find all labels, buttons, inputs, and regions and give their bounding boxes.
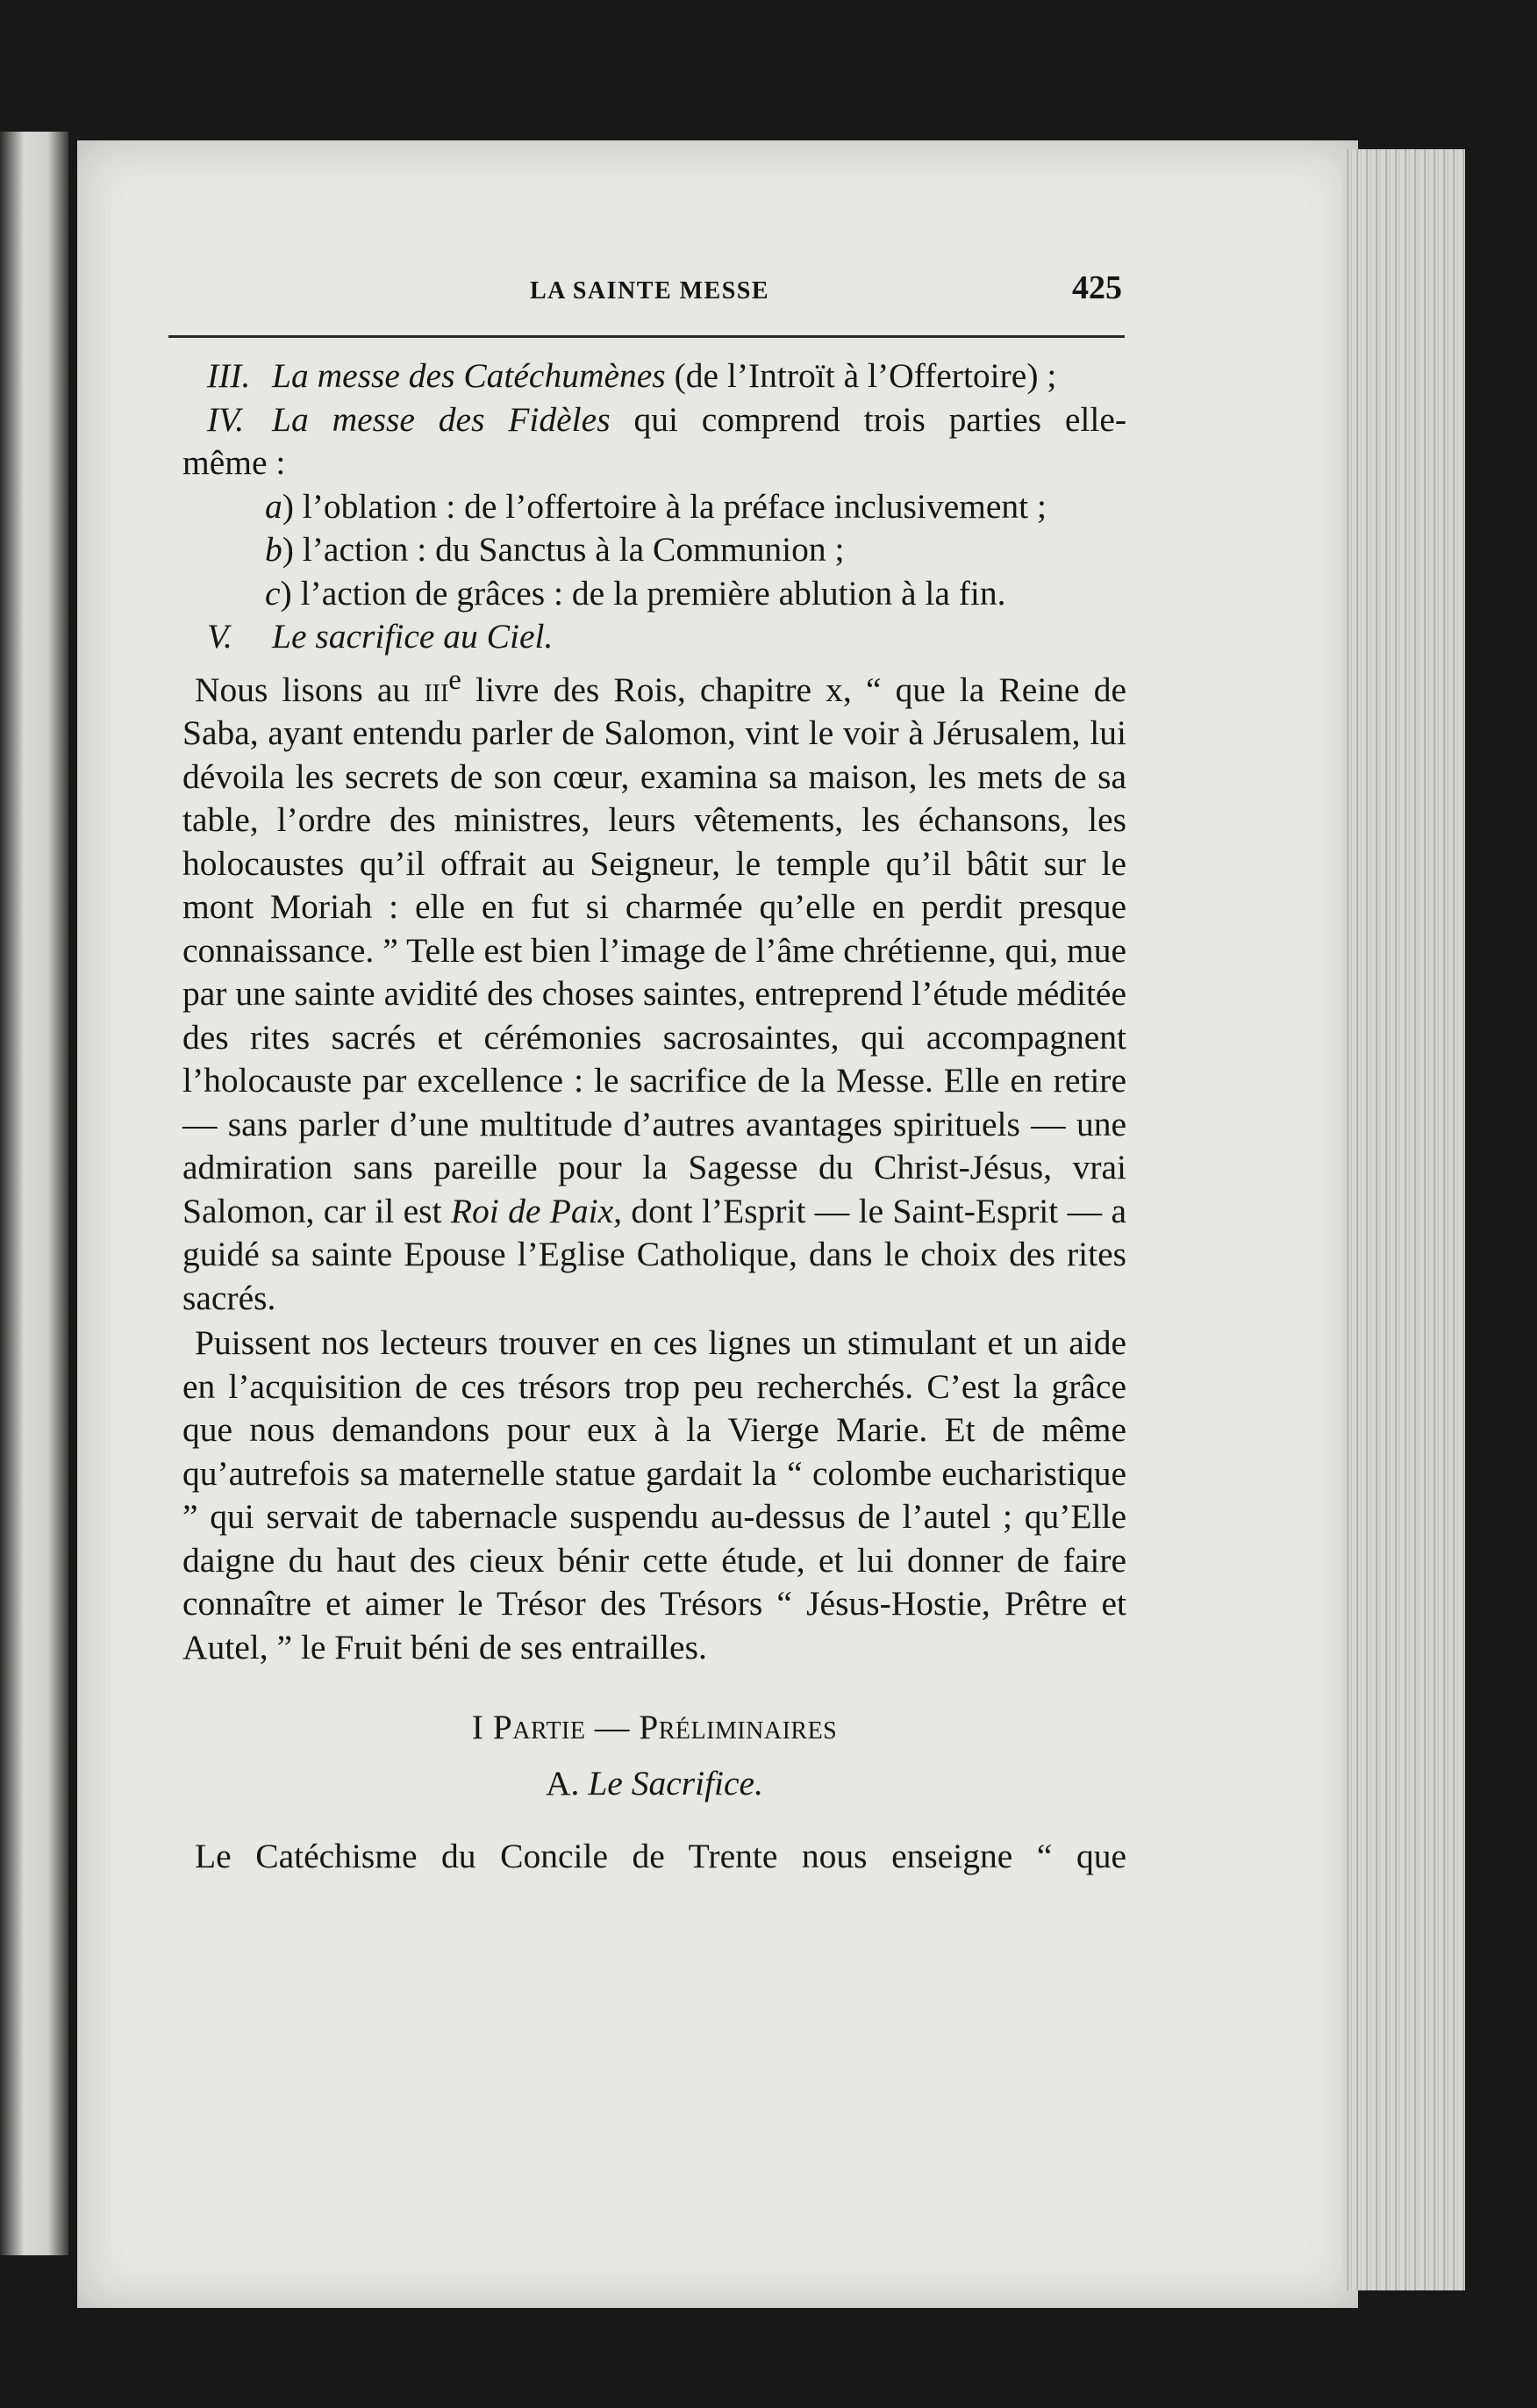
section-part-label: Partie <box>492 1708 586 1747</box>
item-title: Le sacrifice au Ciel. <box>272 617 554 656</box>
section-number: I <box>471 1708 493 1747</box>
item-title: La messe des Fidèles <box>272 399 611 439</box>
roman-numeral: iii <box>424 670 449 709</box>
italic-phrase: Roi de Paix, <box>450 1191 622 1230</box>
outline-item-3 <box>182 355 1126 398</box>
facing-page-edge <box>0 132 68 2255</box>
sub-item-text: ) l’action : du Sanctus à la Communion ; <box>282 530 845 569</box>
sub-item-b <box>182 528 1126 572</box>
paragraph-catechism: Le Catéchisme du Concile de Trente nous enseigne “ que <box>195 1837 1126 1876</box>
sub-item-letter: b <box>265 530 282 569</box>
sub-item-letter: a <box>265 486 282 526</box>
item-title: La messe des Catéchumènes <box>272 356 666 395</box>
section-dash: — <box>585 1708 640 1747</box>
running-head-title: LA SAINTE MESSE <box>530 277 770 305</box>
sub-item-text: ) l’action de grâces : de la première ablution à la fin. <box>280 573 1006 613</box>
outline-item-4-continued: même : <box>182 443 286 482</box>
header-rule <box>168 335 1125 338</box>
section-heading <box>182 1706 1126 1750</box>
paragraph-text: dont l’Esprit — le Saint-Esprit — a guidé sa sainte Epouse l’Eglise Catholique, dans le choix des rites sacrés. <box>182 1191 1126 1317</box>
body-text <box>182 355 1126 1879</box>
sub-item-letter: c <box>265 573 281 613</box>
item-text: qui comprend trois parties elle- <box>610 399 1126 439</box>
section-title: Préliminaires <box>639 1708 838 1747</box>
paragraph-text: Nous lisons au <box>195 670 425 709</box>
item-text: (de l’Introït à l’Offertoire) ; <box>665 356 1057 395</box>
paragraph-queen-of-sheba <box>182 659 1126 1321</box>
paragraph-text: livre des Rois, chapitre x, “ que la Reine de Saba, ayant entendu parler de Salomon, vint le voir à Jérusalem, lui dévoila les secrets de son cœur, examina sa maison, les mets de sa table, l’ordre des ministres, leurs vêtements, les échansons, les holocaustes qu’il offrait au Seigneur, le temple qu’il bâtit sur le mont Moriah : elle en fut si charmée qu’elle en perdit presque connaissance. ” Telle est bien l’image de l’âme chrétienne, qui, mue par une sainte avidité des choses saintes, entreprend l’étude méditée des rites sacrés et cérémonies sacrosaintes, qui accompagnent l’holocauste par excellence : le sacrifice de la Messe. Elle en retire — sans parler d’une multitude d’autres avantages spirituels — une admiration sans pareille pour la Sagesse du Christ-Jésus, vrai Salomon, car il est <box>182 670 1127 1230</box>
page-number: 425 <box>1072 269 1122 306</box>
outline-item-4 <box>182 398 1126 442</box>
sub-item-text: ) l’oblation : de l’offertoire à la préface inclusivement ; <box>282 486 1047 526</box>
subsection-title: Le Sacrifice. <box>588 1763 763 1802</box>
sub-item-c <box>182 572 1126 616</box>
subsection-label: A. <box>546 1763 589 1802</box>
page-stack-edge <box>1342 149 1465 2290</box>
running-head <box>0 269 1537 321</box>
sub-item-a <box>182 485 1126 529</box>
item-number: V. <box>207 617 232 656</box>
paragraph-readers: Puissent nos lecteurs trouver en ces lignes un stimulant et un aide en l’acquisition de ces trésors trop peu recherchés. C’est la grâce que nous demandons pour eux à la Vierge Marie. Et de même qu’autrefois sa maternelle statue gardait la “ colombe eucharistique ” qui servait de tabernacle suspendu au-dessus de l’autel ; qu’Elle daigne du haut des cieux bénir cette étude, et lui donner de faire connaître et aimer le Trésor des Trésors “ Jésus-Hostie, Prêtre et Autel, ” le Fruit béni de ses entrailles. <box>182 1323 1126 1666</box>
superscript: e <box>448 663 461 696</box>
outline-item-5 <box>182 615 1126 659</box>
item-number: IV. <box>207 399 245 439</box>
item-number: III. <box>207 356 251 395</box>
subsection-heading <box>182 1762 1126 1806</box>
